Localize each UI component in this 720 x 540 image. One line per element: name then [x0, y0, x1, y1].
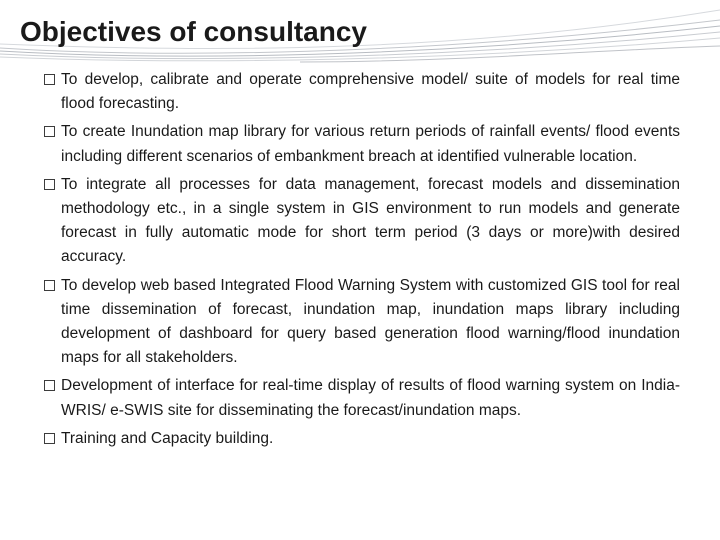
list-item: [44, 68, 680, 116]
list-item: [44, 274, 680, 371]
square-bullet-icon: [44, 280, 55, 291]
list-item: [44, 427, 680, 451]
list-item-text: To integrate all processes for data management, forecast models and dissemination methodology etc., in a single system in GIS environment to run models and generate forecast in fully automatic mode for short term period (3 days or more)with desired accuracy.: [61, 175, 680, 266]
square-bullet-icon: [44, 74, 55, 85]
square-bullet-icon: [44, 179, 55, 190]
square-bullet-icon: [44, 433, 55, 444]
list-item-text: To develop, calibrate and operate comprehensive model/ suite of models for real time flood forecasting.: [61, 71, 680, 113]
list-item-text: To create Inundation map library for various return periods of rainfall events/ flood events including different scenarios of embankment breach at identified vulnerable location.: [61, 123, 680, 165]
slide-title: Objectives of consultancy: [20, 16, 367, 47]
list-item: [44, 120, 680, 168]
list-item-text: Development of interface for real-time display of results of flood warning system on India-WRIS/ e-SWIS site for disseminating the forecast/inundation maps.: [61, 377, 680, 419]
square-bullet-icon: [44, 126, 55, 137]
list-item-text: Training and Capacity building.: [61, 429, 274, 447]
list-item: [44, 374, 680, 422]
square-bullet-icon: [44, 380, 55, 391]
list-item: [44, 173, 680, 270]
objectives-list: [44, 68, 680, 455]
list-item-text: To develop web based Integrated Flood Warning System with customized GIS tool for real time dissemination of forecast, inundation map, inundation maps library including development of dashboard for query based generation flood warning/flood inundation maps for all stakeholders.: [61, 276, 680, 367]
